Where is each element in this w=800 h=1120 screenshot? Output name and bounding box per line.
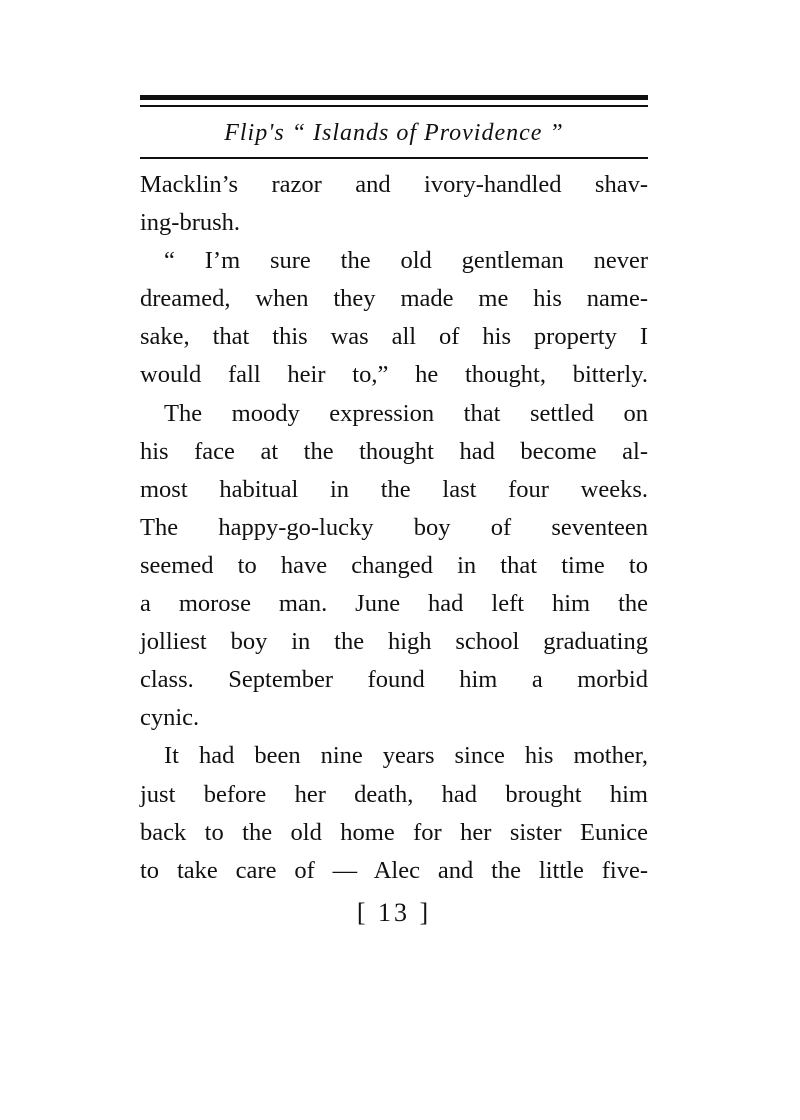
text-line: seemed to have changed in that time to (140, 551, 648, 579)
text-line: his face at the thought had become al- (140, 437, 648, 465)
header-rule-thick (140, 95, 648, 100)
header-rule-bottom (140, 157, 648, 159)
page-number: [ 13 ] (356, 898, 432, 927)
text-line: “ I’m sure the old gentleman never (164, 247, 648, 275)
body-text (140, 166, 648, 890)
text-line: a morose man. June had left him the (140, 590, 648, 618)
running-head: Flip's “ Islands of Providence ” (224, 120, 564, 146)
text-line: most habitual in the last four weeks. (140, 475, 648, 503)
text-line: would fall heir to,” he thought, bitterly. (140, 361, 648, 389)
text-line: cynic. (140, 704, 200, 732)
text-line: jolliest boy in the high school graduating (140, 628, 648, 656)
text-line: dreamed, when they made me his name- (140, 285, 648, 313)
book-page (140, 0, 648, 1120)
text-line: The moody expression that settled on (164, 399, 648, 427)
text-line: back to the old home for her sister Eunice (140, 818, 648, 846)
text-line: class. September found him a morbid (140, 666, 648, 694)
header-rule-thin (140, 105, 648, 107)
text-line: ing-brush. (140, 209, 241, 237)
text-line: sake, that this was all of his property I (140, 323, 648, 351)
text-line: to take care of — Alec and the little five- (140, 856, 648, 884)
text-line: It had been nine years since his mother, (164, 742, 648, 770)
text-line: just before her death, had brought him (140, 780, 648, 808)
text-line: The happy-go-lucky boy of seventeen (140, 513, 648, 541)
text-line: Macklin’s razor and ivory-handled shav- (140, 171, 648, 198)
